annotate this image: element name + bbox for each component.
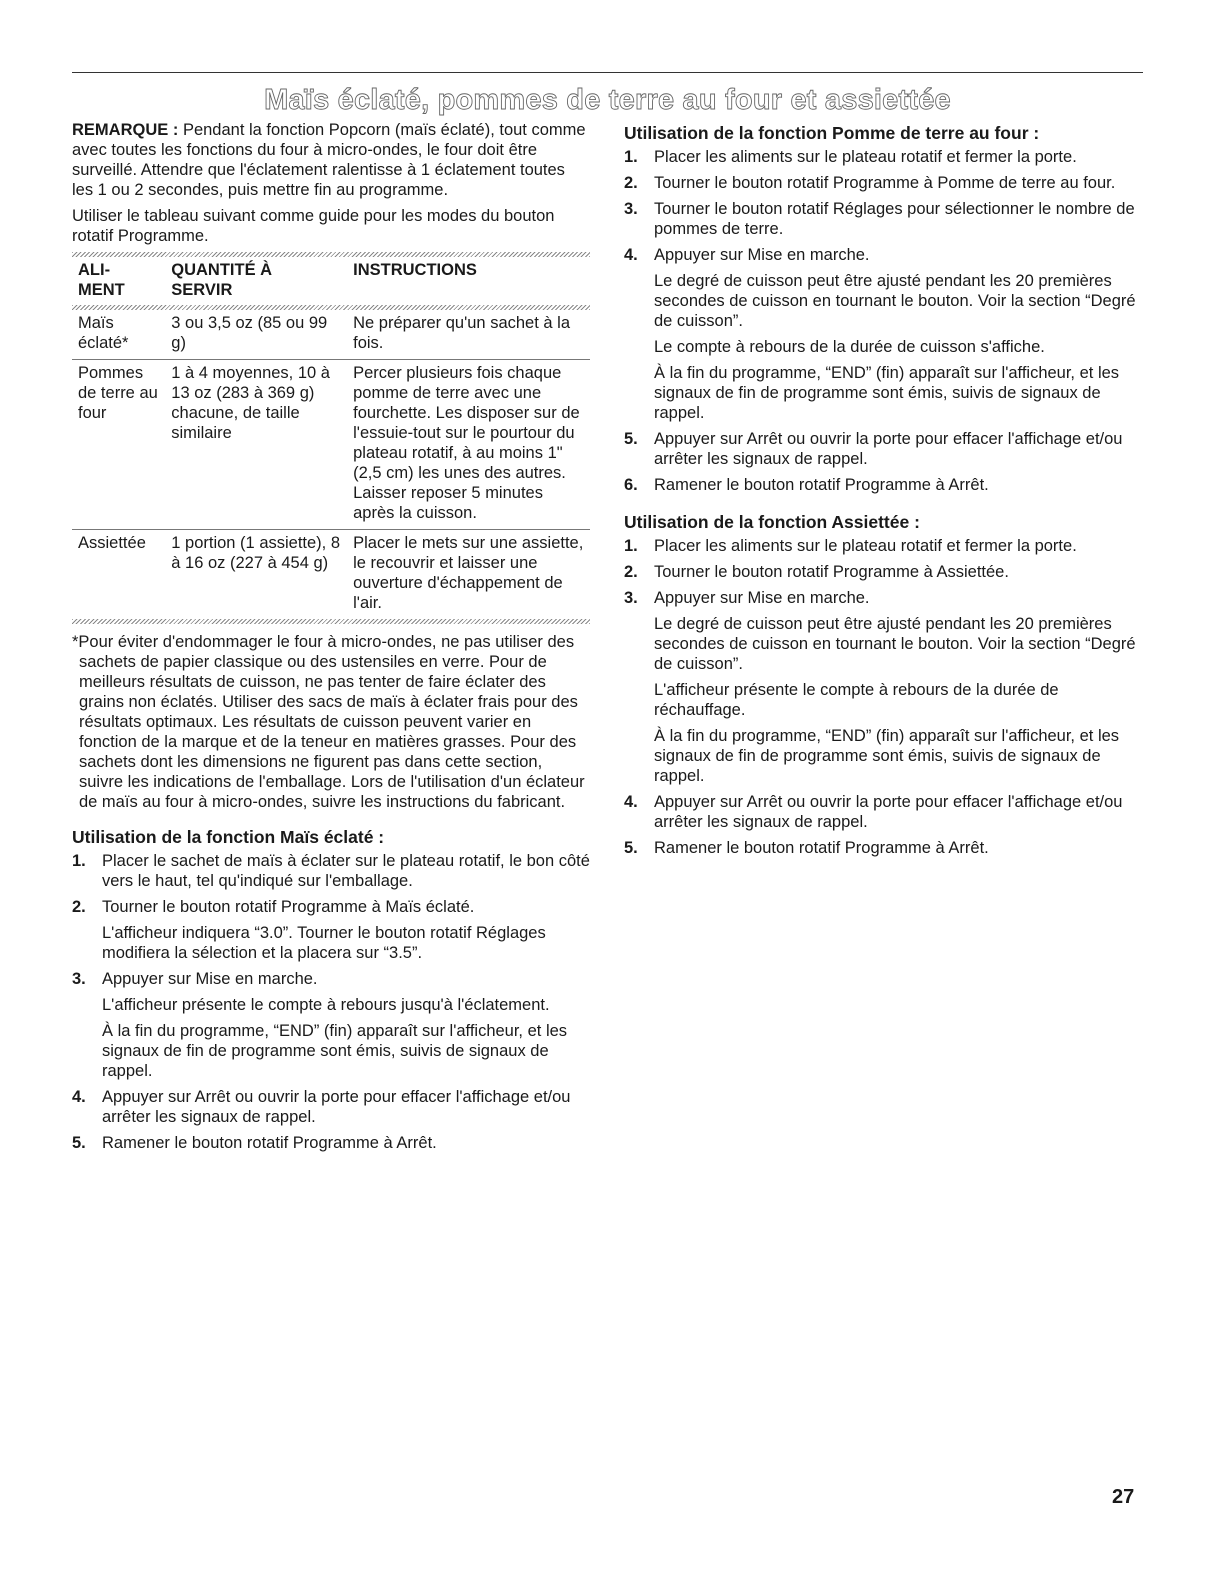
list-item	[624, 173, 1144, 193]
step-note: L'afficheur présente le compte à rebours jusqu'à l'éclatement.	[102, 996, 550, 1014]
step-number: 1.	[624, 537, 638, 555]
step-number: 1.	[624, 148, 638, 166]
list-item	[624, 588, 1144, 608]
top-rule	[72, 72, 1143, 73]
step-text: Appuyer sur Arrêt ou ouvrir la porte pour effacer l'affichage et/ou arrêter les signaux de rappel.	[654, 793, 1123, 831]
list-item	[624, 792, 1144, 832]
table-cell: 1 portion (1 assiette), 8 à 16 oz (227 à 454 g)	[171, 534, 341, 572]
step-note: L'afficheur indiquera “3.0”. Tourner le bouton rotatif Réglages modifiera la sélection et la placera sur “3.5”.	[102, 924, 546, 962]
step-text: Ramener le bouton rotatif Programme à Arrêt.	[102, 1134, 437, 1152]
step-number: 2.	[624, 174, 638, 192]
step-number: 4.	[624, 793, 638, 811]
step-number: 3.	[624, 200, 638, 218]
list-item	[72, 969, 590, 989]
step-text: Tourner le bouton rotatif Programme à Assiettée.	[654, 563, 1009, 581]
list-item	[624, 562, 1144, 582]
page-number: 27	[1112, 1486, 1135, 1508]
list-item	[72, 1087, 590, 1127]
step-number: 5.	[72, 1134, 86, 1152]
step-note: L'afficheur présente le compte à rebours de la durée de réchauffage.	[654, 681, 1059, 719]
table-header: QUANTITÉ À SERVIR	[171, 261, 273, 299]
step-text: Tourner le bouton rotatif Programme à Pomme de terre au four.	[654, 174, 1116, 192]
remarque-paragraph	[72, 120, 590, 200]
table-cell: Placer le mets sur une assiette, le recouvrir et laisser une ouverture d'échappement de l'air.	[353, 534, 584, 612]
step-text: Placer les aliments sur le plateau rotatif et fermer la porte.	[654, 537, 1077, 555]
remarque-text: Pendant la fonction Popcorn (maïs éclaté), tout comme avec toutes les fonctions du four à micro-ondes, le four doit être surveillé. Attendre que l'éclatement ralentisse à 1 éclatement toutes les 1 ou 2 secondes, puis mettre fin au programme.	[72, 121, 586, 199]
list-item	[72, 851, 590, 891]
remarque-label: REMARQUE :	[72, 121, 179, 139]
table-cell: Percer plusieurs fois chaque pomme de terre avec une fourchette. Les disposer sur de l'essuie-tout sur le pourtour du plateau rotatif, à au moins 1" (2,5 cm) les unes des autres. Laisser reposer 5 minutes après la cuisson.	[347, 360, 590, 530]
left-column	[72, 120, 590, 1159]
right-column	[624, 122, 1144, 864]
list-item	[624, 536, 1144, 556]
step-text: Appuyer sur Arrêt ou ouvrir la porte pour effacer l'affichage et/ou arrêter les signaux de rappel.	[654, 430, 1123, 468]
step-text: Ramener le bouton rotatif Programme à Arrêt.	[654, 476, 989, 494]
page-title: Maïs éclaté, pommes de terre au four et assiettée	[264, 84, 951, 116]
table-header: ALI- MENT	[78, 261, 125, 299]
step-text: Tourner le bouton rotatif Réglages pour sélectionner le nombre de pommes de terre.	[654, 200, 1135, 238]
step-text: Appuyer sur Mise en marche.	[102, 970, 318, 988]
step-text: Appuyer sur Arrêt ou ouvrir la porte pour effacer l'affichage et/ou arrêter les signaux de rappel.	[102, 1088, 571, 1126]
step-note: Le degré de cuisson peut être ajusté pendant les 20 premières secondes de cuisson en tournant le bouton. Voir la section “Degré de cuisson”.	[654, 615, 1136, 673]
intro-paragraph: Utiliser le tableau suivant comme guide pour les modes du bouton rotatif Programme.	[72, 207, 555, 245]
step-number: 3.	[72, 970, 86, 988]
table-bottom-border	[72, 619, 590, 624]
step-number: 5.	[624, 839, 638, 857]
list-item	[624, 199, 1144, 239]
list-item	[72, 1133, 590, 1153]
step-note: À la fin du programme, “END” (fin) apparaît sur l'afficheur, et les signaux de fin de programme sont émis, suivis de signaux de rappel.	[654, 727, 1120, 785]
step-number: 5.	[624, 430, 638, 448]
list-item	[624, 245, 1144, 265]
step-number: 6.	[624, 476, 638, 494]
step-text: Appuyer sur Mise en marche.	[654, 246, 870, 264]
table-cell: Ne préparer qu'un sachet à la fois.	[347, 310, 590, 360]
step-number: 3.	[624, 589, 638, 607]
step-number: 4.	[624, 246, 638, 264]
step-note: Le compte à rebours de la durée de cuisson s'affiche.	[654, 338, 1045, 356]
step-text: Ramener le bouton rotatif Programme à Arrêt.	[654, 839, 989, 857]
step-number: 2.	[624, 563, 638, 581]
section-heading-pomme: Utilisation de la fonction Pomme de terre au four :	[624, 123, 1040, 143]
step-number: 2.	[72, 898, 86, 916]
list-item	[624, 475, 1144, 495]
table-cell: Maïs éclaté*	[72, 310, 165, 360]
list-item	[72, 897, 590, 917]
step-text: Tourner le bouton rotatif Programme à Maïs éclaté.	[102, 898, 475, 916]
step-note: À la fin du programme, “END” (fin) apparaît sur l'afficheur, et les signaux de fin de programme sont émis, suivis de signaux de rappel.	[654, 364, 1120, 422]
step-text: Appuyer sur Mise en marche.	[654, 589, 870, 607]
list-item	[624, 429, 1144, 469]
table-cell: 3 ou 3,5 oz (85 ou 99 g)	[165, 310, 347, 360]
step-note: À la fin du programme, “END” (fin) apparaît sur l'afficheur, et les signaux de fin de programme sont émis, suivis de signaux de rappel.	[102, 1022, 568, 1080]
table-row	[72, 360, 590, 530]
step-text: Placer le sachet de maïs à éclater sur le plateau rotatif, le bon côté vers le haut, tel qu'indiqué sur l'emballage.	[102, 852, 590, 890]
step-note: Le degré de cuisson peut être ajusté pendant les 20 premières secondes de cuisson en tournant le bouton. Voir la section “Degré de cuisson”.	[654, 272, 1136, 330]
table-row	[72, 310, 590, 360]
step-text: Placer les aliments sur le plateau rotatif et fermer la porte.	[654, 148, 1077, 166]
program-table	[72, 257, 590, 619]
section-heading-mais: Utilisation de la fonction Maïs éclaté :	[72, 827, 385, 847]
table-header: INSTRUCTIONS	[353, 261, 477, 279]
table-cell: 1 à 4 moyennes, 10 à 13 oz (283 à 369 g) chacune, de taille similaire	[165, 360, 347, 530]
table-row	[72, 530, 590, 620]
footnote: *Pour éviter d'endommager le four à micro-ondes, ne pas utiliser des sachets de papier classique ou des ustensiles en verre. Pour de meilleurs résultats de cuisson, ne pas tenter de faire éclater des grains non éclatés. Utiliser des sacs de maïs à éclater frais pour des résultats optimaux. Les résultats de cuisson peuvent varier en fonction de la marque et de la teneur en matières grasses. Pour des sachets dont les dimensions ne figurent pas dans cette section, suivre les indications de l'emballage. Lors de l'utilisation d'un éclateur de maïs au four à micro-ondes, suivre les instructions du fabricant.	[72, 633, 585, 811]
step-number: 4.	[72, 1088, 86, 1106]
step-number: 1.	[72, 852, 86, 870]
table-cell: Pommes de terre au four	[72, 360, 165, 530]
section-heading-assiettee: Utilisation de la fonction Assiettée :	[624, 512, 920, 532]
list-item	[624, 838, 1144, 858]
list-item	[624, 147, 1144, 167]
table-cell: Assiettée	[78, 534, 146, 552]
